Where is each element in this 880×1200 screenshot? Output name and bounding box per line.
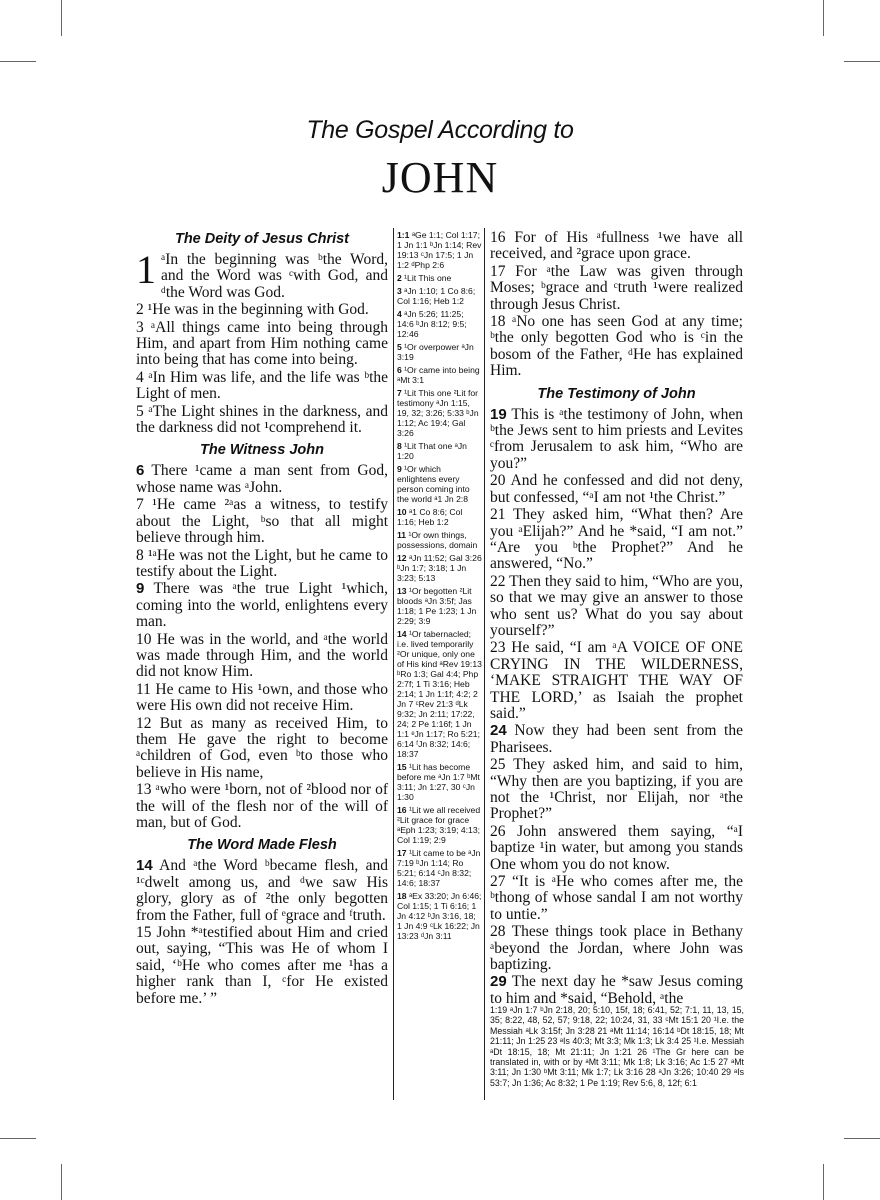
- cross-reference: [397, 848, 482, 888]
- cross-reference-text: ¹Lit came to be ᵃJn 7:19 ᵇJn 1:14; Ro 5:21; 6:14 ᶜJn 8:32; 14:6; 18:37: [397, 848, 481, 888]
- verse-number: 19: [490, 405, 507, 423]
- cross-reference: [397, 441, 482, 461]
- verse: [136, 858, 388, 924]
- verse: [490, 640, 743, 722]
- cross-reference-text: ᵃGe 1:1; Col 1:17; 1 Jn 1:1 ᵇJn 1:14; Rev 19:13 ᶜJn 17:5; 1 Jn 1:2 ᵈPhp 2:6: [397, 230, 482, 270]
- footnotes: 1:19 ᵃJn 1:7 ᵇJn 2:18, 20; 5:10, 15f, 18; 6:41, 52; 7:1, 11, 13, 15, 35; 8:22, 48, 52, 57; 9:18, 22; 10:24, 31, 33 ᶜMt 15:1 20 ¹I.e. the Messiah ᵃLk 3:15f; Jn 3:28 21 ᵃMt 11:14; 16:14 ᵇDt 18:15, 18; Mt 21:11; Jn 1:25 23 ᵃIs 40:3; Mt 3:3; Mk 1:3; Lk 3:4 25 ¹I.e. Messiah ᵃDt 18:15, 18; Mt 21:11; Jn 1:21 26 ¹The Gr here can be translated in, with or by ᵃMt 3:11; Mk 1:8; Lk 3:16; Ac 1:5 27 ᵃMt 3:11; Jn 1:30 ᵇMt 3:11; Mk 1:7; Lk 3:16 28 ᵃJn 3:26; 10:40 29 ᵃIs 53:7; Jn 1:36; Ac 8:32; 1 Pe 1:19; Rev 5:6, 8, 12f; 6:1: [490, 1005, 744, 1088]
- cross-reference: [397, 273, 482, 283]
- cross-reference-verse: 18: [397, 891, 407, 901]
- section-heading: The Word Made Flesh: [187, 837, 337, 854]
- cross-reference-verse: 17: [397, 848, 407, 858]
- cross-reference-verse: 4: [397, 309, 402, 319]
- verse-number: 1: [136, 247, 156, 292]
- verse-text: ᵃIn the beginning was ᵇthe Word, and the Word was ᶜwith God, and ᵈthe Word was God.: [161, 251, 388, 301]
- verse-number: 9: [136, 580, 145, 598]
- verse-number: 29: [490, 973, 507, 991]
- verse-number: 20: [490, 472, 506, 490]
- cross-reference-verse: 5: [397, 342, 402, 352]
- verse: [136, 404, 388, 437]
- verse: [136, 302, 388, 318]
- verse-number: 18: [490, 313, 506, 331]
- cross-reference-verse: 7: [397, 388, 402, 398]
- cross-reference-text: ᵃ1 Co 8:6; Col 1:16; Heb 1:2: [397, 507, 463, 527]
- verse-number: 3: [136, 318, 144, 336]
- verse-number: 28: [490, 923, 506, 941]
- cross-reference: [397, 365, 482, 385]
- cross-reference-text: ¹Lit we all received ²Lit grace for grace ᵃEph 1:23; 3:19; 4:13; Col 1:19; 2:9: [397, 805, 481, 845]
- cross-reference: [397, 553, 482, 583]
- verse-text: ᵃwho were ¹born, not of ²blood nor of the will of the flesh nor of the will of man, but of God.: [136, 781, 389, 831]
- verse-number: 4: [136, 368, 144, 386]
- cross-reference-text: ¹Or came into being ᵃMt 3:1: [397, 365, 480, 385]
- verse: [490, 264, 743, 313]
- verse-number: 27: [490, 873, 506, 891]
- verse: [490, 974, 743, 1007]
- cross-reference-verse: 11: [397, 530, 407, 540]
- verse-text: ¹ᵃHe was not the Light, but he came to testify about the Light.: [136, 546, 389, 580]
- cross-reference: [397, 530, 482, 550]
- book-subtitle: The Gospel According to: [306, 116, 574, 144]
- cross-reference-verse: 1:1: [397, 230, 410, 240]
- cross-reference: [397, 388, 482, 438]
- section-heading: The Witness John: [200, 442, 324, 459]
- cross-reference-verse: 14: [397, 629, 407, 639]
- verse-text: ᵃAll things came into being through Him, and apart from Him nothing came into being that has come into being.: [136, 318, 388, 369]
- verse-text: The next day he *saw Jesus coming to him and *said, “Behold, ᵃthe: [490, 973, 743, 1007]
- verse-number: 8: [136, 546, 144, 564]
- verse: [136, 497, 388, 546]
- verse-number: 13: [136, 781, 152, 799]
- cross-reference-verse: 15: [397, 762, 407, 772]
- verse-text: He was in the world, and ᵃthe world was made through Him, and the world did not know Him.: [136, 630, 388, 681]
- cross-reference: [397, 891, 482, 941]
- center-reference-column: [397, 230, 482, 944]
- verse: [136, 682, 388, 715]
- verse-text: ᵃThe Light shines in the darkness, and the darkness did not ¹comprehend it.: [136, 402, 389, 437]
- verse: [490, 874, 743, 923]
- verse-text: For of His ᵃfullness ¹we have all received, and ²grace upon grace.: [490, 229, 744, 263]
- verse-text: There ¹came a man sent from God, whose name was ᵃJohn.: [136, 462, 388, 496]
- verse-text: Now they had been sent from the Pharisees.: [490, 722, 743, 756]
- verse-number: 17: [490, 262, 506, 280]
- cross-reference-text: ¹Lit has become before me ᵃJn 1:7 ᵇMt 3:11; Jn 1:27, 30 ᶜJn 1:30: [397, 762, 480, 802]
- verse: [490, 407, 743, 473]
- verse-number: 14: [136, 857, 153, 875]
- crop-mark: [844, 61, 880, 62]
- verse: [490, 473, 743, 506]
- right-text-column: [490, 230, 743, 1008]
- verse: [136, 925, 388, 1007]
- crop-mark: [823, 0, 824, 36]
- crop-mark: [61, 0, 62, 36]
- verse-number: 21: [490, 506, 506, 524]
- verse-number: 24: [490, 722, 507, 740]
- crop-mark: [61, 1164, 62, 1200]
- verse-number: 6: [136, 462, 145, 480]
- verse: [490, 507, 743, 573]
- verse: [490, 314, 743, 380]
- verse-text: This is ᵃthe testimony of John, when ᵇthe Jews sent to him priests and Levites ᶜfrom Jerusalem to ask him, “Who are you?”: [490, 405, 743, 472]
- verse-number: 26: [490, 822, 506, 840]
- cross-reference-verse: 16: [397, 805, 407, 815]
- crop-mark: [0, 1138, 36, 1139]
- verse-text: There was ᵃthe true Light ¹which, coming into the world, enlightens every man.: [136, 580, 388, 631]
- verse-text: ¹He came ²ᵃas a witness, to testify about the Light, ᵇso that all might believe through him.: [136, 496, 388, 547]
- verse: [490, 824, 743, 873]
- verse: [490, 924, 743, 973]
- verse: [490, 757, 743, 823]
- section-heading: The Testimony of John: [537, 385, 696, 402]
- verse-text: They asked him, “What then? Are you ᵃElijah?” And he *said, “I am not.” “Are you ᵇthe Prophet?” And he answered, “No.”: [490, 506, 743, 573]
- cross-reference-text: ¹Or own things, possessions, domain: [397, 530, 478, 550]
- cross-reference-verse: 13: [397, 586, 407, 596]
- cross-reference: [397, 805, 482, 845]
- cross-reference-text: ¹Or overpower ᵃJn 3:19: [397, 342, 474, 362]
- cross-reference: [397, 762, 482, 802]
- verse: [136, 463, 388, 496]
- cross-reference-verse: 10: [397, 507, 407, 517]
- left-text-column: [136, 230, 388, 1008]
- verse-number: 16: [490, 229, 506, 246]
- cross-reference-verse: 9: [397, 464, 402, 474]
- verse-text: “It is ᵃHe who comes after me, the ᵇthong of whose sandal I am not worthy to untie.”: [490, 873, 743, 923]
- verse-text: John answered them saying, “ᵃI baptize ¹in water, but among you stands One whom you do not know.: [490, 822, 743, 873]
- cross-reference: [397, 286, 482, 306]
- cross-reference-text: ¹Lit This one: [404, 273, 452, 283]
- verse-number: 2: [136, 301, 144, 319]
- cross-reference-text: ᵃJn 1:10; 1 Co 8:6; Col 1:16; Heb 1:2: [397, 286, 476, 306]
- verse: [136, 370, 388, 403]
- verse-text: Then they said to him, “Who are you, so that we may give an answer to those who sent us? What do you say about yourself?”: [490, 572, 743, 639]
- verse-text: ᵃNo one has seen God at any time; ᵇthe only begotten God who is ᶜin the bosom of the Father, ᵈHe has explained Him.: [490, 313, 743, 380]
- cross-reference: [397, 586, 482, 626]
- verse-text: They asked him, and said to him, “Why then are you baptizing, if you are not the ¹Christ, nor Elijah, nor ᵃthe Prophet?”: [490, 756, 743, 823]
- cross-reference-text: ¹Or which enlightens every person coming into the world ᵃ1 Jn 2:8: [397, 464, 470, 504]
- verse-text: John *ᵃtestified about Him and cried out, saying, “This was He of whom I said, ‘ᵇHe who comes after me ¹has a higher rank than I, ᶜfor He existed before me.’ ”: [136, 924, 388, 1007]
- verse: [136, 716, 388, 782]
- verse: [136, 782, 388, 831]
- verse-number: 15: [136, 924, 152, 942]
- verse-text: ¹He was in the beginning with God.: [147, 301, 369, 319]
- verse-number: 12: [136, 714, 152, 732]
- cross-reference: [397, 464, 482, 504]
- verse-text: For ᵃthe Law was given through Moses; ᵇgrace and ᶜtruth ¹were realized through Jesus Christ.: [490, 262, 743, 313]
- cross-reference: [397, 342, 482, 362]
- cross-reference: [397, 629, 482, 759]
- verse: [490, 230, 743, 263]
- section-heading: The Deity of Jesus Christ: [174, 231, 350, 247]
- verse-text: ᵃIn Him was life, and the life was ᵇthe Light of men.: [136, 368, 389, 403]
- verse-text: And ᵃthe Word ᵇbecame flesh, and ¹ᶜdwelt among us, and ᵈwe saw His glory, glory as of ²the only begotten from the Father, full of ᵉgrace and ᶠtruth.: [136, 857, 388, 924]
- crop-mark: [0, 61, 36, 62]
- cross-reference: [397, 230, 482, 270]
- verse: [136, 320, 388, 369]
- cross-reference: [397, 507, 482, 527]
- cross-reference: [397, 309, 482, 339]
- column-divider: [393, 228, 394, 1100]
- cross-reference-verse: 3: [397, 286, 402, 296]
- cross-reference-verse: 12: [397, 553, 407, 563]
- cross-reference-text: ᵃJn 11:52; Gal 3:26 ᵇJn 1:7; 3:18; 1 Jn 3:23; 5:13: [397, 553, 482, 583]
- verse: [136, 548, 388, 581]
- crop-mark: [823, 1164, 824, 1200]
- verse-number: 23: [490, 639, 506, 657]
- cross-reference-text: ᵃJn 5:26; 11:25; 14:6 ᵇJn 8:12; 9:5; 12:46: [397, 309, 467, 339]
- verse: [136, 632, 388, 681]
- cross-reference-text: ᵃEx 33:20; Jn 6:46; Col 1:15; 1 Ti 6:16; 1 Jn 4:12 ᵇJn 3:16, 18; 1 Jn 4:9 ᶜLk 16:22; Jn 13:23 ᵈJn 3:11: [397, 891, 482, 941]
- verse-number: 5: [136, 402, 144, 420]
- verse-number: 22: [490, 572, 506, 590]
- verse: [490, 574, 743, 640]
- verse-number: 25: [490, 756, 506, 774]
- crop-mark: [844, 1138, 880, 1139]
- verse-text: And he confessed and did not deny, but confessed, “ᵃI am not ¹the Christ.”: [490, 472, 743, 506]
- verse: [136, 581, 388, 630]
- cross-reference-verse: 2: [397, 273, 402, 283]
- verse: [490, 723, 743, 756]
- verse-number: 7: [136, 496, 144, 514]
- verse-text: He came to His ¹own, and those who were His own did not receive Him.: [136, 680, 388, 715]
- verse: [136, 247, 388, 301]
- cross-reference-text: ¹Or tabernacled; i.e. lived temporarily ²Or unique, only one of His kind ᵃRev 19:13 ᵇRo 1:3; Gal 4:4; Php 2:7f; 1 Ti 3:16; Heb 2:14; 1 Jn 1:1f; 4:2; 2 Jn 7 ᶜRev 21:3 ᵈLk 9:32; Jn 2:11; 17:22, 24; 2 Pe 1:16f; 1 Jn 1:1 ᵉJn 1:17; Ro 5:21; 6:14 ᶠJn 8:32; 14:6; 18:37: [397, 629, 482, 759]
- verse-text: But as many as received Him, to them He gave the right to become ᵃchildren of God, even ᵇto those who believe in His name,: [136, 714, 388, 781]
- column-divider: [484, 228, 485, 1100]
- verse-text: He said, “I am ᵃA VOICE OF ONE CRYING IN THE WILDERNESS, ‘MAKE STRAIGHT THE WAY OF THE LORD,’ as Isaiah the prophet said.”: [490, 639, 744, 722]
- cross-reference-text: ¹Lit This one ²Lit for testimony ᵃJn 1:15, 19, 32; 3:26; 5:33 ᵇJn 1:12; Ac 19:4; Gal 3:26: [397, 388, 479, 438]
- book-title: JOHN: [381, 153, 499, 202]
- verse-text: These things took place in Bethany ᵃbeyond the Jordan, where John was baptizing.: [490, 923, 743, 974]
- cross-reference-verse: 8: [397, 441, 402, 451]
- verse-number: 10: [136, 630, 152, 648]
- cross-reference-verse: 6: [397, 365, 402, 375]
- cross-reference-text: ¹Or begotten ²Lit bloods ᵃJn 3:5f; Jas 1:18; 1 Pe 1:23; 1 Jn 2:29; 3:9: [397, 586, 477, 626]
- cross-reference-text: ¹Lit That one ᵃJn 1:20: [397, 441, 467, 461]
- verse-number: 11: [136, 680, 151, 698]
